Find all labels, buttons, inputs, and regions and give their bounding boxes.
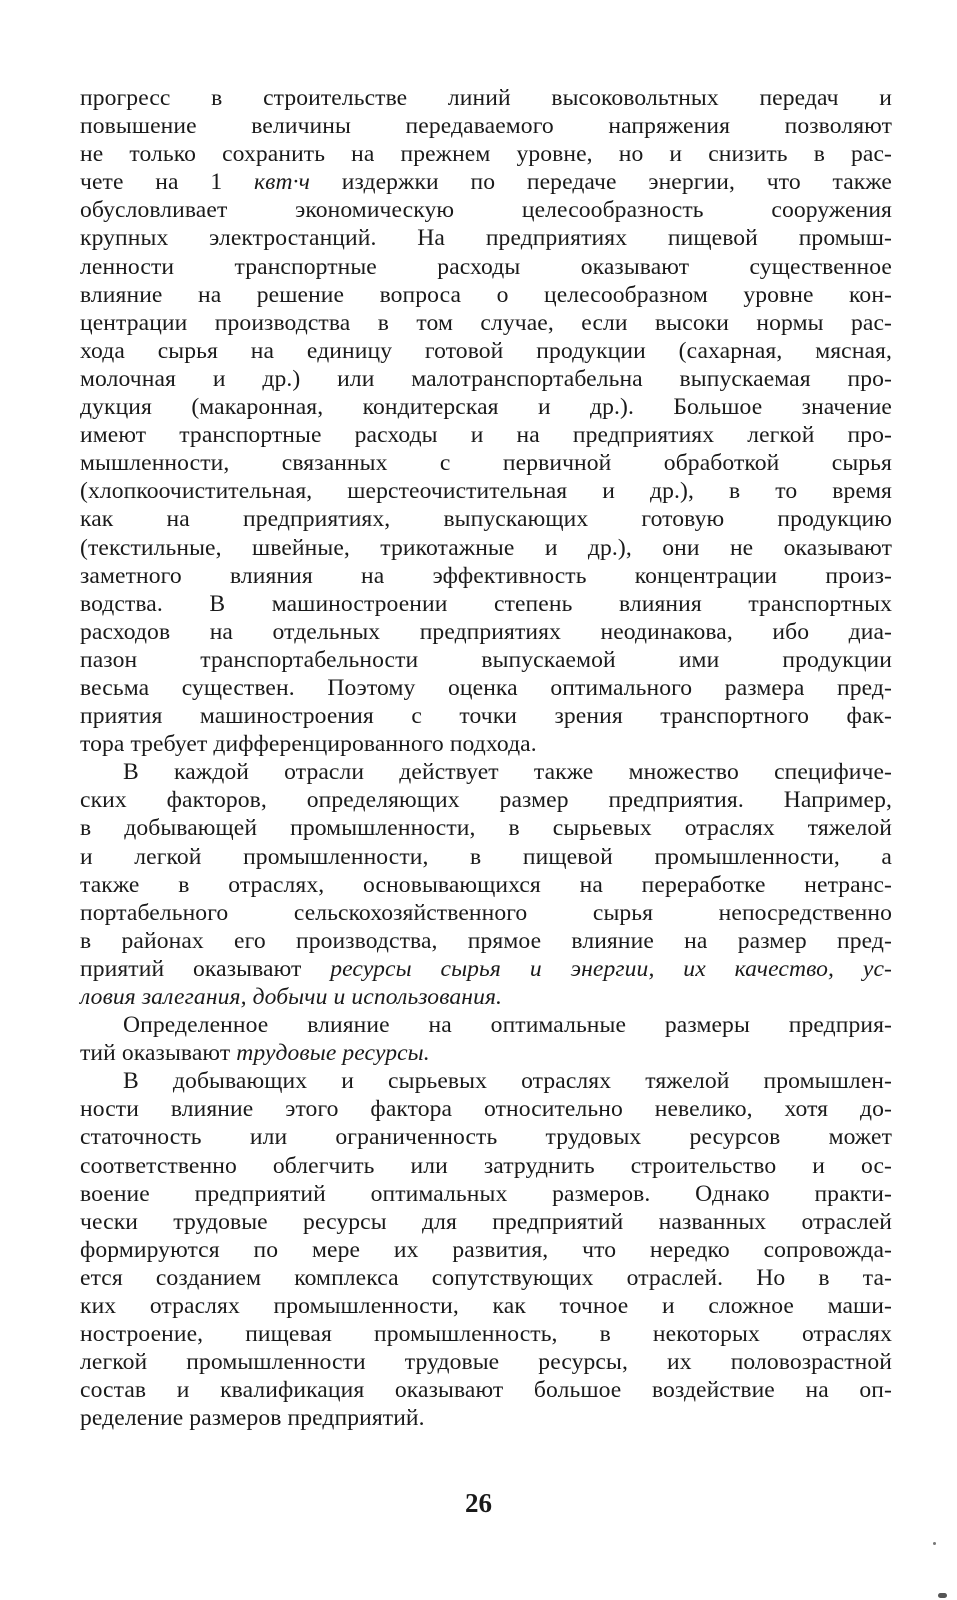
- text-line: центрации производства в том случае, если высоки нормы рас-: [80, 309, 892, 336]
- text-line: прогресс в строительстве линий высоковольтных передач и: [80, 85, 892, 111]
- text-line: воение предприятий оптимальных размеров. Однако практи-: [80, 1180, 892, 1207]
- text-line: портабельного сельскохозяйственного сырья непосредственно: [80, 899, 892, 926]
- scan-artifact-dot: [933, 1542, 936, 1545]
- text-line: В добывающих и сырьевых отраслях тяжелой промышлен-: [123, 1068, 892, 1095]
- text-line: приятия машиностроения с точки зрения транспортного фак-: [80, 703, 892, 730]
- text-line: крупных электростанций. На предприятиях пищевой промыш-: [80, 225, 892, 252]
- text-line: статочность или ограниченность трудовых ресурсов может: [80, 1124, 892, 1151]
- text-line: ских факторов, определяющих размер предприятия. Например,: [80, 787, 892, 814]
- text-line: имеют транспортные расходы и на предприятиях легкой про-: [80, 422, 892, 449]
- page-number: 26: [465, 1488, 492, 1518]
- text-line: и легкой промышленности, в пищевой промышленности, а: [80, 843, 892, 870]
- text-line: ких отраслях промышленности, как точное и сложное маши-: [80, 1293, 892, 1320]
- text-line: состав и квалификация оказывают большое воздействие на оп-: [80, 1377, 892, 1404]
- text-line: ется созданием комплекса сопутствующих отраслей. Но в та-: [80, 1264, 892, 1291]
- text-line: Определенное влияние на оптимальные размеры предприя-: [123, 1012, 892, 1039]
- text-line: ностроение, пищевая промышленность, в некоторых отраслях: [80, 1321, 892, 1348]
- text-line: заметного влияния на эффективность концентрации произ-: [80, 562, 892, 589]
- text-line: в добывающей промышленности, в сырьевых отраслях тяжелой: [80, 815, 892, 842]
- text-line: пазон транспортабельности выпускаемой ими продукции: [80, 646, 892, 673]
- text-line: расходов на отдельных предприятиях неодинакова, ибо диа-: [80, 618, 892, 645]
- text-line: ределение размеров предприятий.: [80, 1405, 425, 1432]
- text-line: легкой промышленности трудовые ресурсы, их половозрастной: [80, 1349, 892, 1376]
- text-line: ности влияние этого фактора относительно невелико, хотя до-: [80, 1096, 892, 1123]
- text-line: мышленности, связанных с первичной обработкой сырья: [80, 450, 892, 477]
- text-line: ленности транспортные расходы оказывают существенное: [80, 253, 892, 280]
- text-line: (текстильные, швейные, трикотажные и др.), они не оказывают: [80, 534, 892, 561]
- text-line: влияние на решение вопроса о целесообразном уровне кон-: [80, 281, 892, 308]
- text-line: молочная и др.) или малотранспортабельна выпускаемая про-: [80, 365, 892, 392]
- body-text: [80, 84, 892, 1433]
- text-line: чески трудовые ресурсы для предприятий названных отраслей: [80, 1208, 892, 1235]
- text-line: весьма существен. Поэтому оценка оптимального размера пред-: [80, 674, 892, 701]
- text-line: обусловливает экономическую целесообразность сооружения: [80, 197, 892, 224]
- text-line: тора требует дифференцированного подхода.: [80, 731, 537, 758]
- text-line: В каждой отрасли действует также множество специфиче-: [123, 759, 892, 786]
- text-line: ловия залегания, добычи и использования.: [80, 984, 503, 1010]
- text-line: формируются по мере их развития, что нередко сопровожда-: [80, 1236, 892, 1263]
- text-line: в районах его производства, прямое влияние на размер пред-: [80, 927, 892, 954]
- text-line: дукция (макаронная, кондитерская и др.). Большое значение: [80, 394, 892, 421]
- text-line: приятий оказывают ресурсы сырья и энергии, их качество, ус-: [80, 955, 892, 982]
- scan-artifact-mark: [938, 1593, 947, 1598]
- text-line: хода сырья на единицу готовой продукции (сахарная, мясная,: [80, 337, 892, 364]
- text-line: повышение величины передаваемого напряжения позволяют: [80, 113, 892, 140]
- text-line: чете на 1 квт·ч издержки по передаче энергии, что также: [80, 169, 892, 196]
- text-line: тий оказывают трудовые ресурсы.: [80, 1040, 430, 1067]
- text-line: водства. В машиностроении степень влияния транспортных: [80, 590, 892, 617]
- text-line: (хлопкоочистительная, шерстеочистительная и др.), в то время: [80, 478, 892, 505]
- text-line: также в отраслях, основывающихся на переработке нетранс-: [80, 871, 892, 898]
- text-line: как на предприятиях, выпускающих готовую продукцию: [80, 506, 892, 533]
- text-line: соответственно облегчить или затруднить строительство и ос-: [80, 1152, 892, 1179]
- text-line: не только сохранить на прежнем уровне, но и снизить в рас-: [80, 141, 892, 168]
